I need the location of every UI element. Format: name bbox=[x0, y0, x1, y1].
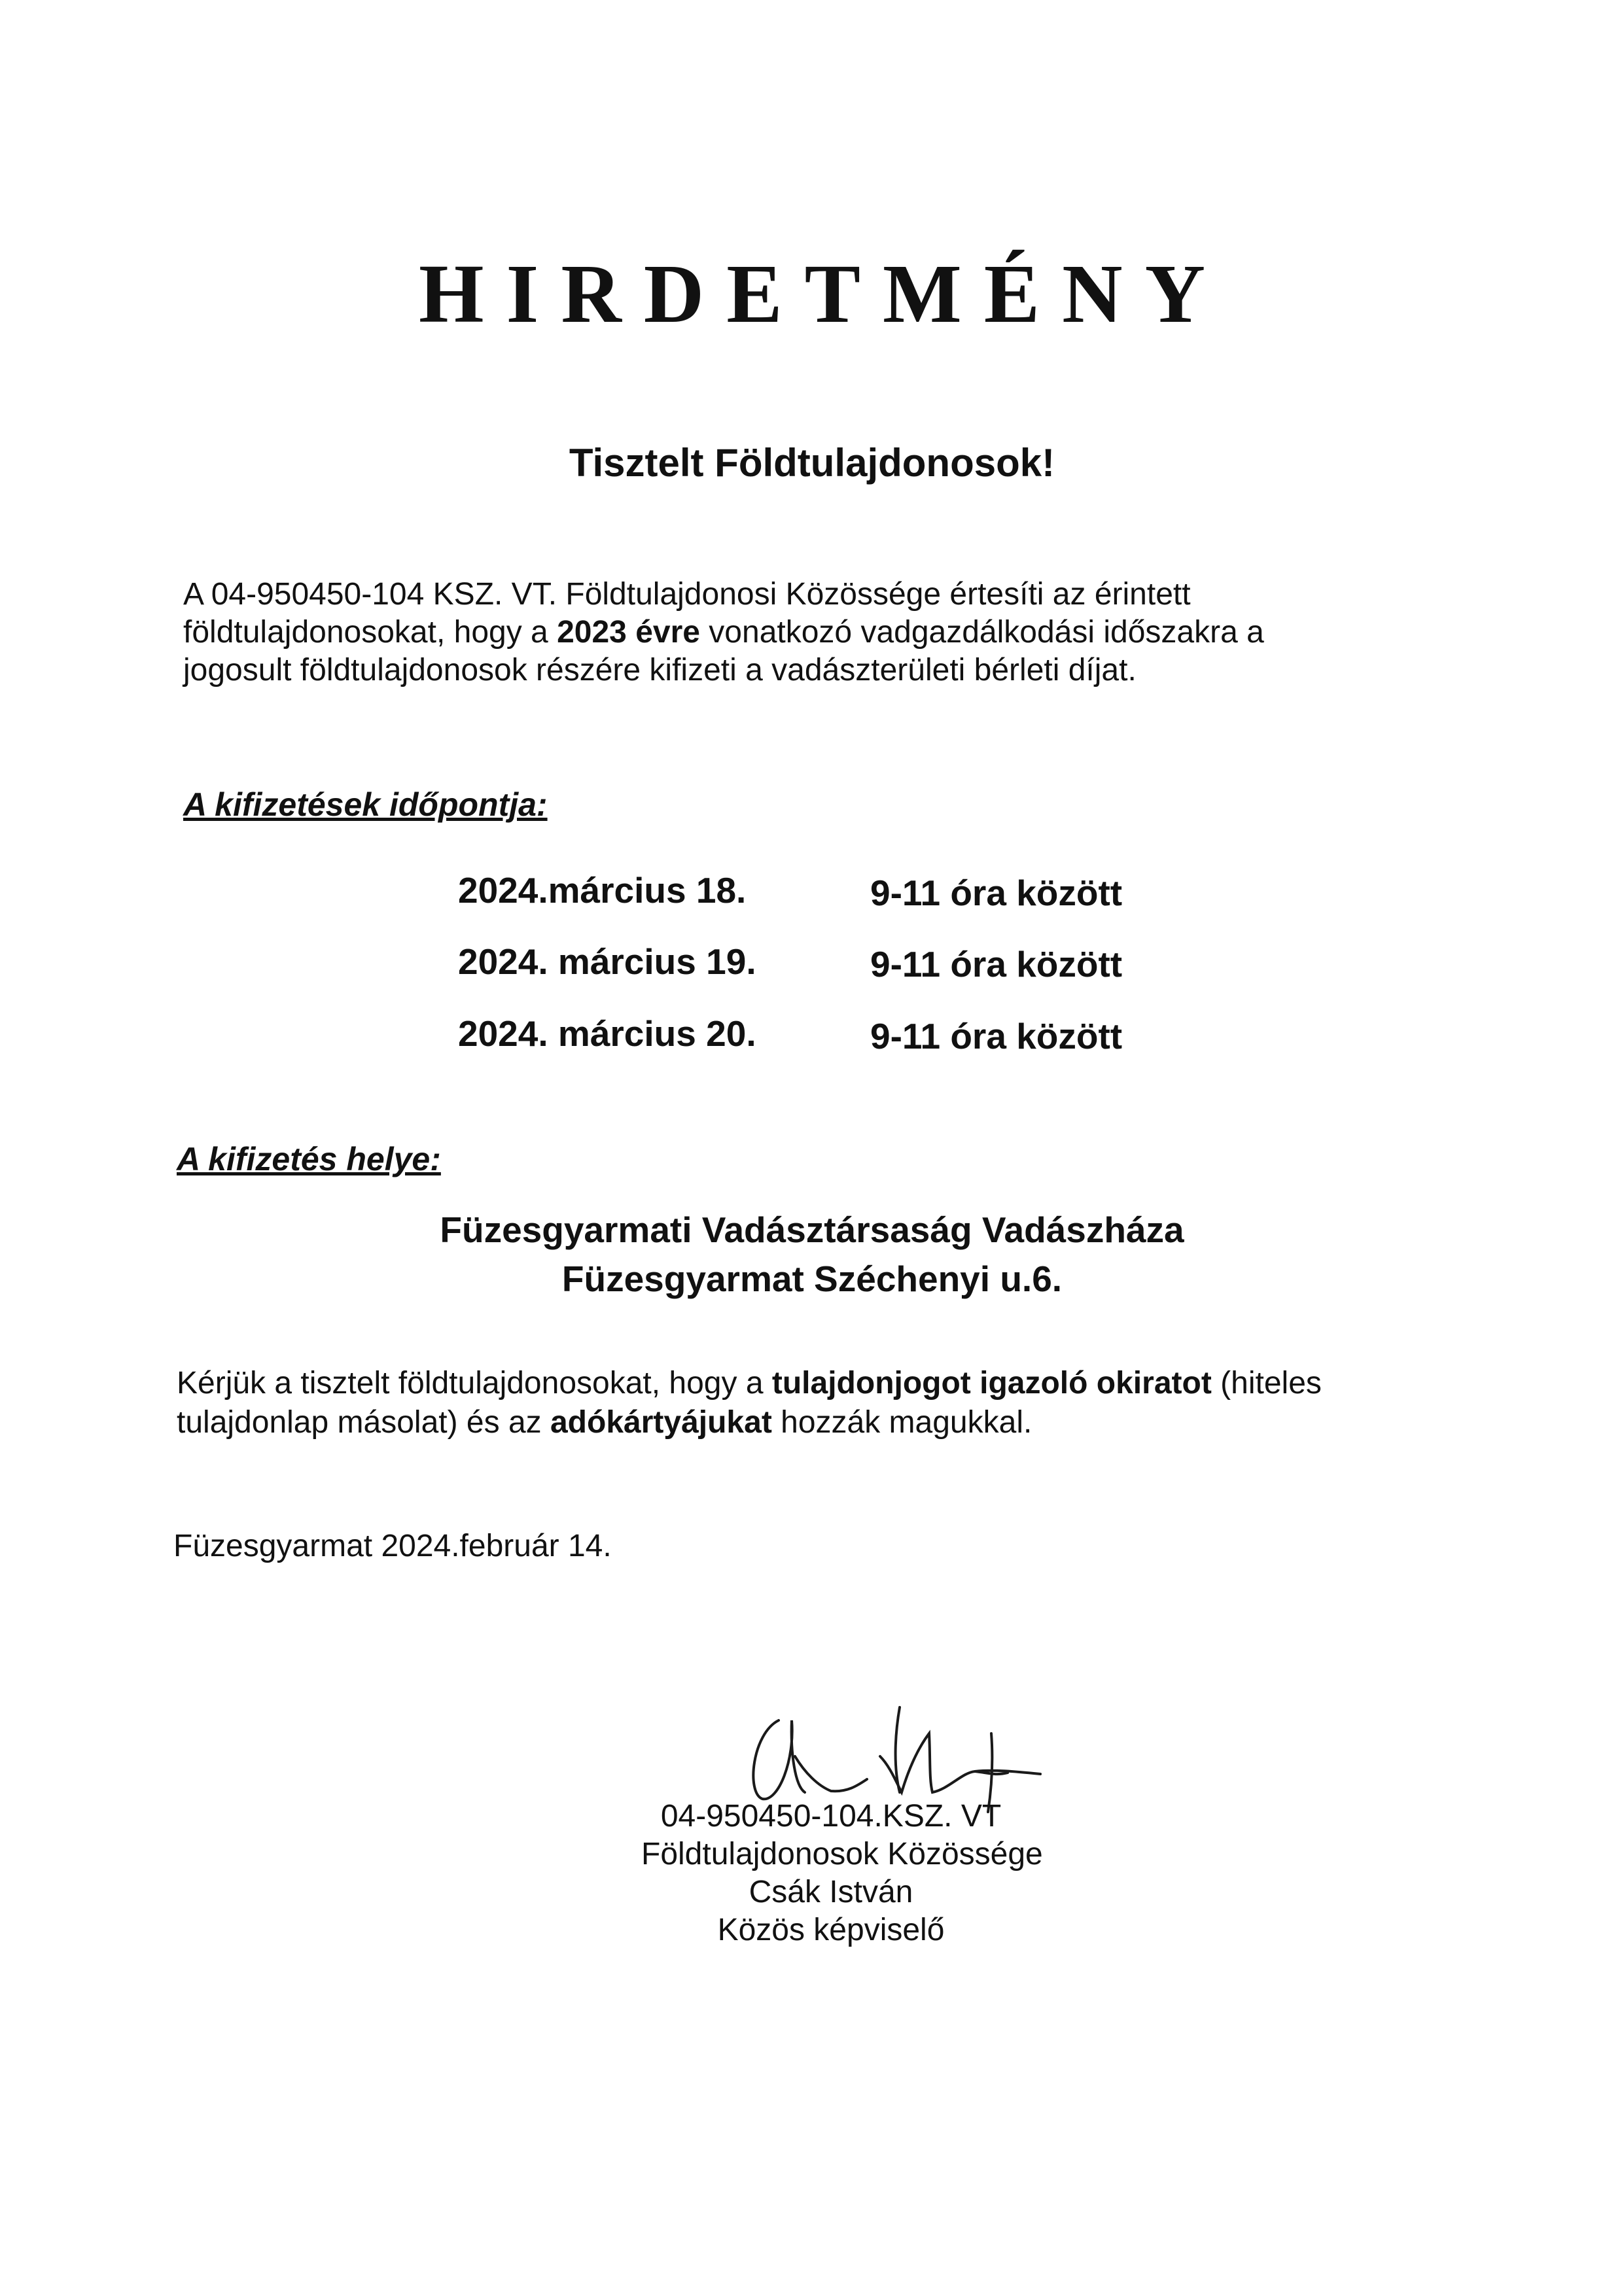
payment-times-label: A kifizetések időpontja: bbox=[183, 786, 548, 823]
date-place: Füzesgyarmat 2024.február 14. bbox=[173, 1529, 612, 1563]
greeting: Tisztelt Földtulajdonosok! bbox=[569, 441, 1055, 485]
schedule-time-1: 9-11 óra között bbox=[870, 873, 1123, 913]
intro-year: 2023 évre bbox=[557, 615, 700, 650]
signature-line-4: Közös képviselő bbox=[717, 1913, 945, 1947]
signature-block bbox=[641, 1798, 1043, 1949]
schedule-time-3: 9-11 óra között bbox=[870, 1016, 1123, 1056]
intro-text-1: A 04-950450-104 KSZ. VT. Földtulajdonosi Közössége értesíti az érintett földtulajdonosokat, hogy a bbox=[183, 577, 1191, 650]
signature-line-1: 04-950450-104.KSZ. VT bbox=[660, 1799, 1002, 1834]
schedule-date-1: 2024.március 18. bbox=[458, 870, 747, 911]
request-text-1: Kérjük a tisztelt földtulajdonosokat, hogy a bbox=[177, 1366, 772, 1400]
place-line-2: Füzesgyarmat Széchenyi u.6. bbox=[561, 1259, 1063, 1299]
schedule-time-2: 9-11 óra között bbox=[870, 944, 1123, 984]
intro-text-2: vonatkozó vadgazdálkodási időszakra a jogosult földtulajdonosok részére kifizeti a vadászterületi bérleti díjat. bbox=[183, 615, 1264, 687]
signature-line-2: Földtulajdonosok Közössége bbox=[641, 1837, 1043, 1871]
payment-place-label: A kifizetés helye: bbox=[177, 1141, 441, 1177]
schedule-date-3: 2024. március 20. bbox=[458, 1013, 756, 1054]
page-title: HIRDETMÉNY bbox=[418, 247, 1228, 340]
signature-line-3: Csák István bbox=[749, 1875, 913, 1909]
schedule-date-2: 2024. március 19. bbox=[458, 941, 756, 982]
request-text-2: (hiteles tulajdonlap másolat) és az bbox=[177, 1366, 1322, 1440]
intro-paragraph bbox=[183, 576, 1335, 689]
request-tax-card: adókártyájukat bbox=[550, 1405, 772, 1440]
place-line-1: Füzesgyarmati Vadásztársaság Vadászháza bbox=[440, 1209, 1184, 1250]
request-paragraph bbox=[177, 1364, 1394, 1442]
request-text-3: hozzák magukkal. bbox=[771, 1405, 1033, 1440]
request-document: tulajdonjogot igazoló okiratot bbox=[771, 1366, 1212, 1400]
